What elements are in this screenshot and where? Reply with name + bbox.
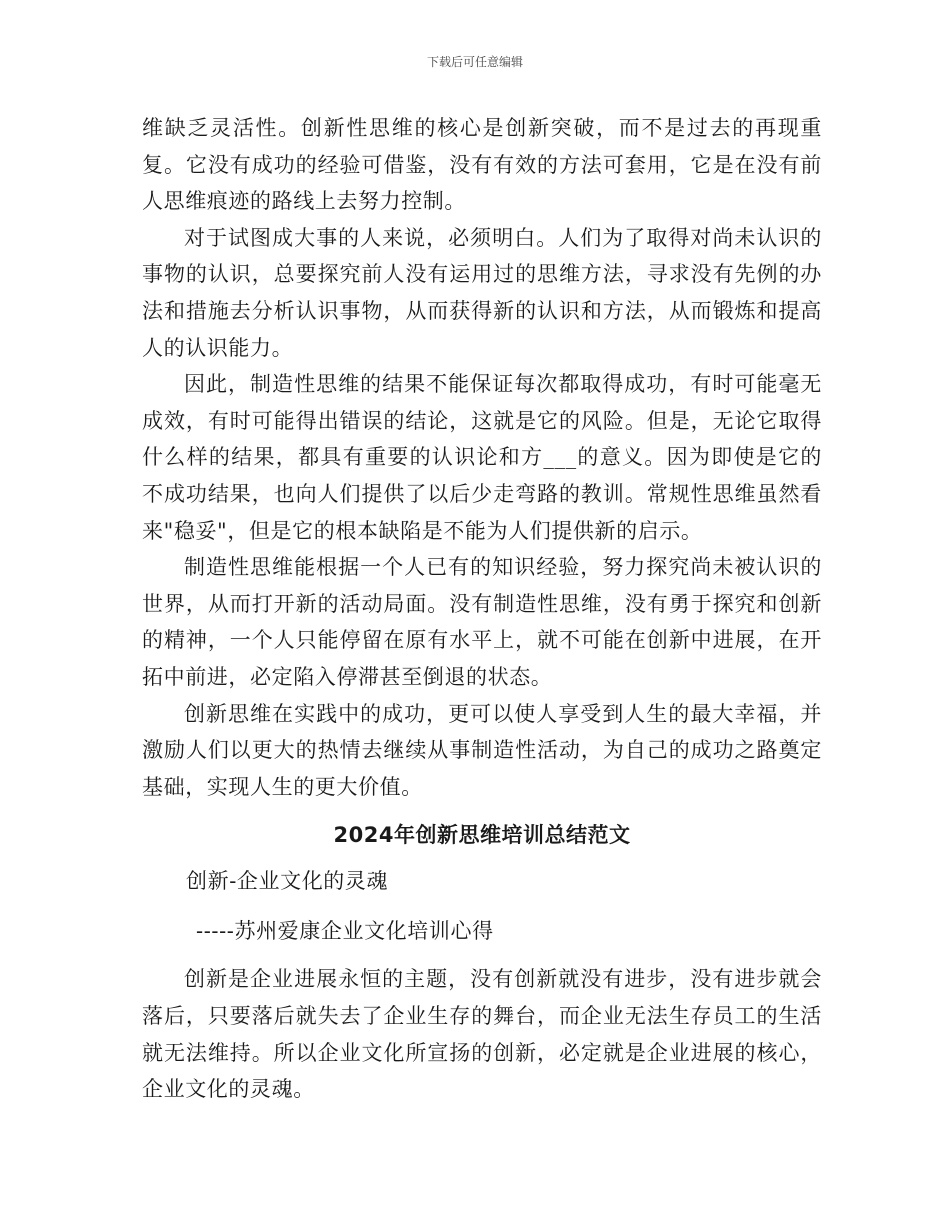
- paragraph: 创新是企业进展永恒的主题，没有创新就没有进步，没有进步就会落后，只要落后就失去了企业生存的舞台，而企业无法生存员工的生活就无法维持。所以企业文化所宣扬的创新，必定就是企业进展的核心，企业文化的灵魂。: [142, 967, 822, 1102]
- spacer: [142, 949, 822, 961]
- section-title: 2024年创新思维培训总结范文: [333, 823, 631, 848]
- paragraph: 因此，制造性思维的结果不能保证每次都取得成功，有时可能毫无成效，有时可能得出错误的结论，这就是它的风险。但是，无论它取得什么样的结果，都具有重要的认识论和方___的意义。因为即使是它的不成功结果，也向人们提供了以后少走弯路的教训。常规性思维虽然看来"稳妥"，但是它的根本缺陷是不能为人们提供新的启示。: [142, 372, 822, 543]
- paragraph: 制造性思维能根据一个人已有的知识经验，努力探究尚未被认识的世界，从而打开新的活动局面。没有制造性思维，没有勇于探究和创新的精神，一个人只能停留在原有水平上，就不可能在创新中进展，在开拓中前进，必定陷入停滞甚至倒退的状态。: [142, 555, 822, 689]
- paragraph-continued: 维缺乏灵活性。创新性思维的核心是创新突破，而不是过去的再现重复。它没有成功的经验可借鉴，没有有效的方法可套用，它是在没有前人思维痕迹的路线上去努力控制。: [142, 116, 822, 214]
- page-header: 下载后可任意编辑: [426, 55, 523, 69]
- document-body: [142, 110, 822, 1108]
- section-subtitle: 创新-企业文化的灵魂: [186, 869, 389, 894]
- paragraph: 对于试图成大事的人来说，必须明白。人们为了取得对尚未认识的事物的认识，总要探究前人没有运用过的思维方法，寻求没有先例的办法和措施去分析认识事物，从而获得新的认识和方法，从而锻炼和提高人的认识能力。: [142, 225, 822, 360]
- paragraph: 创新思维在实践中的成功，更可以使人享受到人生的最大幸福，并激励人们以更大的热情去继续从事制造性活动，为自己的成功之路奠定基础，实现人生的更大价值。: [142, 701, 822, 799]
- section-byline: -----苏州爱康企业文化培训心得: [196, 918, 494, 943]
